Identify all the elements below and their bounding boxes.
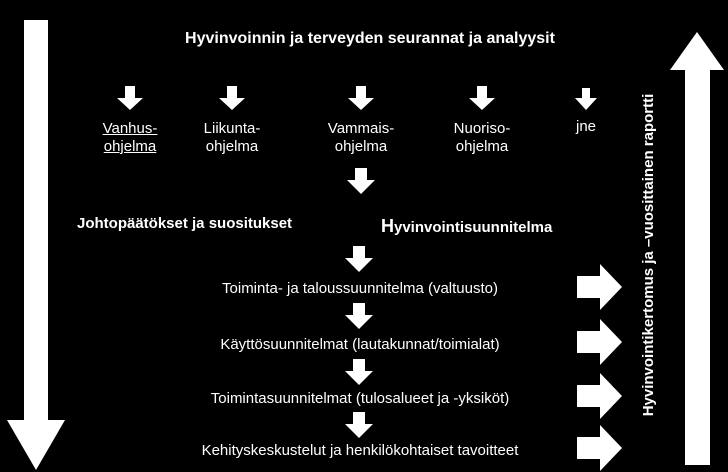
plan-label bbox=[381, 216, 552, 237]
plan-rest: yvinvointisuunnitelma bbox=[394, 219, 553, 236]
down-arrow-program-2 bbox=[219, 86, 245, 110]
down-arrow-level-1 bbox=[345, 246, 373, 272]
program-line1: Vanhus- bbox=[102, 120, 158, 137]
program-liikunta bbox=[190, 120, 274, 156]
right-arrow-2 bbox=[577, 319, 622, 365]
down-arrow-to-plan bbox=[347, 168, 375, 194]
big-down-arrow bbox=[7, 20, 65, 470]
down-arrow-level-3 bbox=[345, 359, 373, 385]
program-line1: Vammais- bbox=[327, 120, 395, 137]
down-arrow-level-2 bbox=[345, 303, 373, 329]
program-vanhus bbox=[90, 120, 170, 156]
level-2: Käyttösuunnitelmat (lautakunnat/toimialat) bbox=[220, 336, 500, 353]
program-line1: jne bbox=[575, 118, 597, 135]
side-label: Hyvinvointikertomus ja –vuosittainen raportti bbox=[640, 93, 657, 417]
program-line2: ohjelma bbox=[103, 138, 157, 155]
down-arrow-program-4 bbox=[469, 86, 495, 110]
conclusions-label: Johtopäätökset ja suositukset bbox=[77, 215, 293, 232]
program-nuoriso bbox=[440, 120, 524, 156]
right-arrow-4 bbox=[577, 425, 622, 471]
level-4: Kehityskeskustelut ja henkilökohtaiset tavoitteet bbox=[201, 442, 519, 459]
program-line2: ohjelma bbox=[334, 138, 388, 155]
page-title: Hyvinvoinnin ja terveyden seurannat ja analyysit bbox=[185, 30, 555, 47]
right-arrow-3 bbox=[577, 373, 622, 419]
down-arrow-program-3 bbox=[348, 86, 374, 110]
right-arrow-1 bbox=[577, 264, 622, 310]
down-arrow-level-4 bbox=[345, 412, 373, 438]
program-line2: ohjelma bbox=[205, 138, 259, 155]
level-1: Toiminta- ja taloussuunnitelma (valtuusto) bbox=[222, 280, 498, 297]
down-arrow-program-5 bbox=[575, 88, 597, 110]
plan-initial: H bbox=[381, 216, 394, 236]
big-up-arrow bbox=[670, 32, 724, 465]
level-3: Toimintasuunnitelmat (tulosalueet ja -yksiköt) bbox=[210, 390, 510, 407]
program-vammais bbox=[318, 120, 404, 156]
program-line1: Nuoriso- bbox=[453, 120, 511, 137]
program-line1: Liikunta- bbox=[203, 120, 261, 137]
program-jne bbox=[566, 118, 606, 136]
program-line2: ohjelma bbox=[455, 138, 509, 155]
down-arrow-program-1 bbox=[117, 86, 143, 110]
